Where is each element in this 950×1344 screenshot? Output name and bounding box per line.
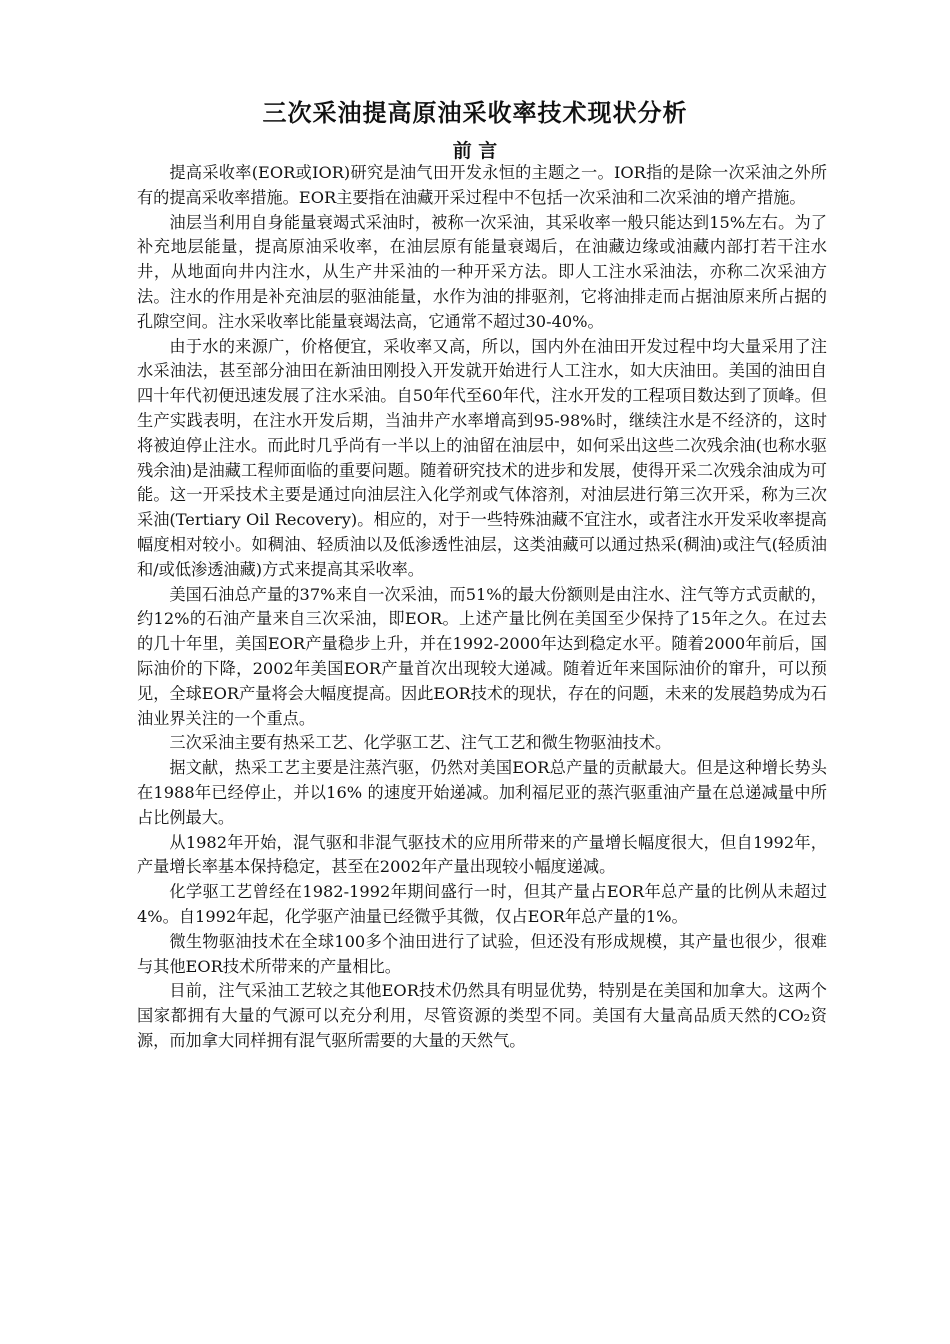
paragraph: 美国石油总产量的37%来自一次采油，而51%的最大份额则是由注水、注气等方式贡献的，约12%的石油产量来自三次采油，即EOR。上述产量比例在美国至少保持了15年之久。在过去的几十年里，美国EOR产量稳步上升，并在1992-2000年达到稳定水平。随着2000年前后，国际油价的下降，2002年美国EOR产量首次出现较大递减。随着近年来国际油价的窜升，可以预见，全球EOR产量将会大幅度提高。因此EOR技术的现状，存在的问题，未来的发展趋势成为石油业界关注的一个重点。 bbox=[137, 584, 827, 728]
paragraph: 微生物驱油技术在全球100多个油田进行了试验，但还没有形成规模，其产量也很少，很难与其他EOR技术所带来的产量相比。 bbox=[137, 931, 827, 976]
document-title: 三次采油提高原油采收率技术现状分析 bbox=[262, 99, 688, 127]
paragraph: 提高采收率(EOR或IOR)研究是油气田开发永恒的主题之一。IOR指的是除一次采油之外所有的提高采收率措施。EOR主要指在油藏开采过程中不包括一次采油和二次采油的增产措施。 bbox=[137, 163, 827, 207]
body-text bbox=[137, 161, 827, 1054]
paragraph: 据文献，热采工艺主要是注蒸汽驱，仍然对美国EOR总产量的贡献最大。但是这种增长势头在1988年已经停止，并以16% 的速度开始递减。加利福尼亚的蒸汽驱重油产量在总递减量中所占比例最大。 bbox=[137, 758, 827, 827]
paragraph: 从1982年开始，混气驱和非混气驱技术的应用所带来的产量增长幅度很大，但自1992年，产量增长率基本保持稳定，甚至在2002年产量出现较小幅度递减。 bbox=[137, 832, 827, 877]
paragraph: 目前，注气采油工艺较之其他EOR技术仍然具有明显优势，特别是在美国和加拿大。这两个国家都拥有大量的气源可以充分利用，尽管资源的类型不同。美国有大量高品质天然的CO₂资源，而加拿大同样拥有混气驱所需要的大量的天然气。 bbox=[137, 981, 827, 1050]
paragraph: 三次采油主要有热采工艺、化学驱工艺、注气工艺和微生物驱油技术。 bbox=[169, 733, 672, 753]
paragraph: 油层当利用自身能量衰竭式采油时，被称一次采油，其采收率一般只能达到15%左右。为了补充地层能量，提高原油采收率，在油层原有能量衰竭后，在油藏边缘或油藏内部打若干注水井，从地面向井内注水，从生产井采油的一种开采方法。即人工注水采油法，亦称二次采油方法。注水的作用是补充油层的驱油能量，水作为油的排驱剂，它将油排走而占据油原来所占据的孔隙空间。注水采收率比能量衰竭法高，它通常不超过30-40%。 bbox=[137, 212, 827, 331]
paragraph: 化学驱工艺曾经在1982-1992年期间盛行一时，但其产量占EOR年总产量的比例从未超过4%。自1992年起，化学驱产油量已经微乎其微，仅占EOR年总产量的1%。 bbox=[137, 882, 827, 926]
paragraph: 由于水的来源广，价格便宜，采收率又高，所以，国内外在油田开发过程中均大量采用了注水采油法，甚至部分油田在新油田刚投入开发就开始进行人工注水，如大庆油田。美国的油田自四十年代初便迅速发展了注水采油。自50年代至60年代，注水开发的工程项目数达到了顶峰。但生产实践表明，在注水开发后期，当油井产水率增高到95-98%时，继续注水是不经济的，这时将被迫停止注水。而此时几乎尚有一半以上的油留在油层中，如何采出这些二次残余油(也称水驱残余油)是油藏工程师面临的重要问题。随着研究技术的进步和发展，使得开采二次残余油成为可能。这一开采技术主要是通过向油层注入化学剂或气体溶剂，对油层进行第三次开采，称为三次采油(Tertiary Oil Recovery)。相应的，对于一些特殊油藏不宜注水，或者注水开发采收率提高幅度相对较小。如稠油、轻质油以及低渗透性油层，这类油藏可以通过热采(稠油)或注气(轻质油和/或低渗透油藏)方式来提高其采收率。 bbox=[137, 336, 827, 579]
section-heading-preface: 前 言 bbox=[452, 140, 498, 162]
